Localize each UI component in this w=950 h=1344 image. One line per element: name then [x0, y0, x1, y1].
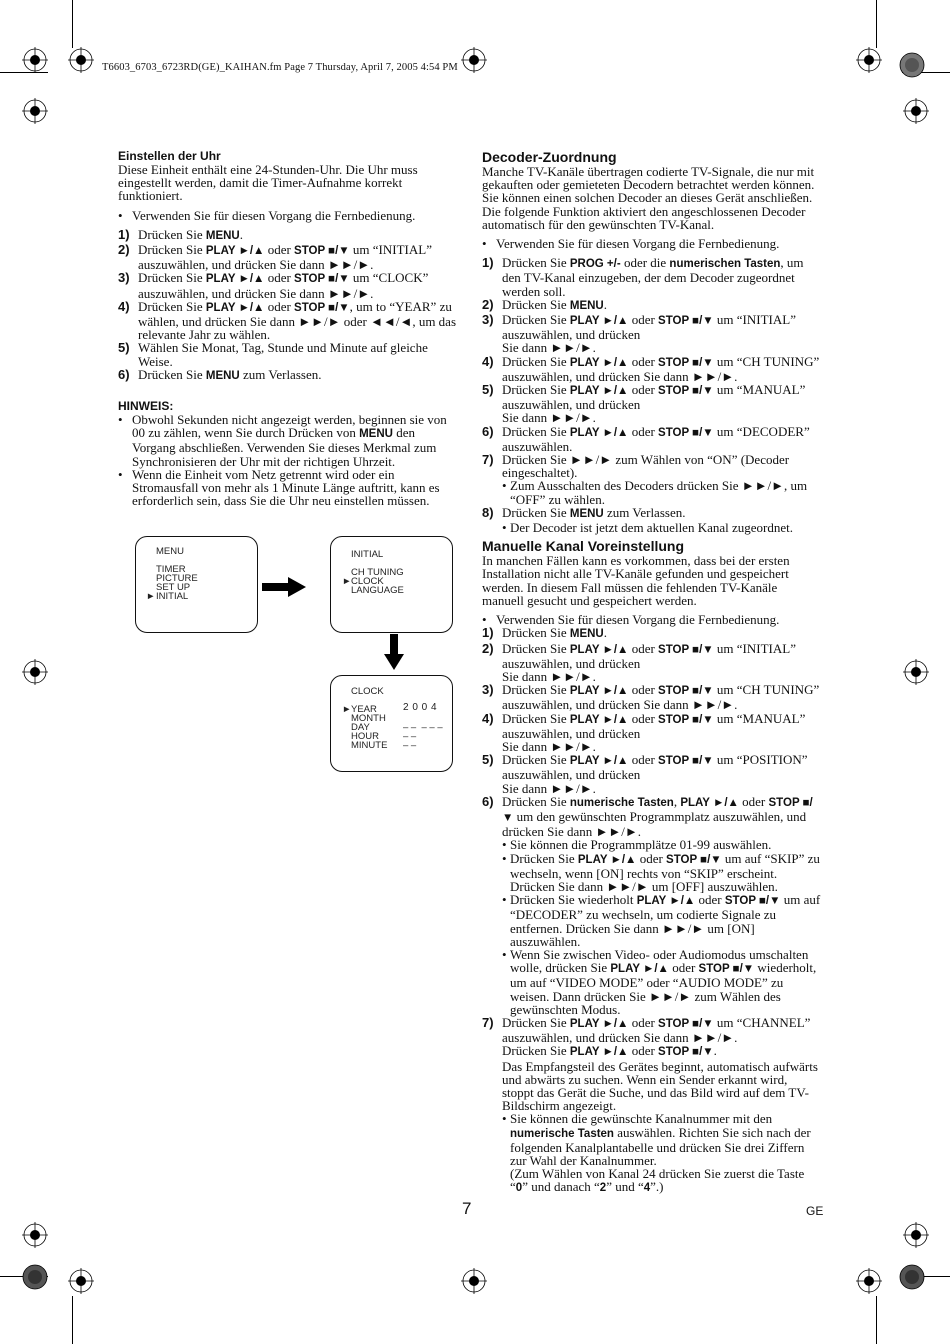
step-item	[482, 1016, 822, 1196]
sub-bullet: • Der Decoder ist jetzt dem aktuellen Kanal zugeordnet.	[502, 520, 793, 536]
remote-bullet-text: Verwenden Sie für diesen Vorgang die Fernbedienung.	[132, 207, 416, 223]
step-number: 6)	[118, 366, 130, 382]
step-item	[482, 425, 822, 453]
step-text: Drücken Sie PLAY ►/▲ oder STOP ■/▼ um “INITIAL” auszuwählen, und drücken Sie dann ►►/►.	[502, 312, 796, 356]
clock-row-hour-value: – –	[403, 731, 417, 742]
section-title-clock: Einstellen der Uhr	[118, 149, 221, 163]
manual-intro: In manchen Fällen kann es vorkommen, dass bei der ersten Installation nicht alle TV-Kanäle gefunden und gespeichert werden. In diesem Fall müssen die fehlenden TV-Kanäle manuell gesucht und gespeichert werden.	[482, 553, 790, 608]
step-text: Drücken Sie MENU zum Verlassen.	[138, 366, 322, 382]
arrow-down-icon	[384, 634, 404, 670]
menu-item-initial: INITIAL	[156, 591, 189, 602]
step-text: Drücken Sie PLAY ►/▲ oder STOP ■/▼ um “INITIAL” auszuwählen, und drücken Sie dann ►►/►.	[502, 640, 796, 684]
decoder-remote-bullet-text: Verwenden Sie für diesen Vorgang die Fernbedienung.	[496, 236, 780, 252]
crosshair-registration-icon	[903, 659, 929, 685]
left-column	[118, 149, 456, 507]
step-item	[482, 313, 822, 355]
step-number: 4)	[482, 353, 494, 369]
step-number: 2)	[118, 242, 130, 258]
crosshair-registration-icon	[903, 98, 929, 124]
crosshair-registration-icon	[903, 1222, 929, 1248]
note-title: HINWEIS:	[118, 399, 174, 414]
step-number: 3)	[482, 682, 494, 698]
manual-remote-bullet-text: Verwenden Sie für diesen Vorgang die Fernbedienung.	[496, 612, 780, 628]
step-number: 3)	[118, 270, 130, 286]
crosshair-registration-icon	[461, 1268, 487, 1294]
initial-item-clock: CLOCK	[351, 576, 384, 587]
step-text: Drücken Sie PLAY ►/▲ oder STOP ■/▼ um “MANUAL” auszuwählen, und drücken Sie dann ►►/►.	[502, 710, 806, 754]
clock-row-day-value: – – – – –	[403, 722, 443, 733]
step-item	[118, 300, 456, 342]
clock-row-year-label: YEAR	[351, 704, 377, 715]
step-number: 8)	[482, 504, 494, 520]
menu-item-picture: PICTURE	[156, 573, 198, 584]
step-item	[482, 355, 822, 383]
clock-row-year-value: 2 0 0 4	[403, 702, 438, 713]
clock-steps	[118, 228, 456, 383]
menu-item-setup: SET UP	[156, 582, 191, 593]
initial-item-language: LANGUAGE	[351, 585, 404, 596]
step-number: 6)	[482, 793, 494, 809]
language-code: GE	[806, 1204, 824, 1218]
step-number: 3)	[482, 312, 494, 328]
manual-steps	[482, 626, 822, 1195]
step-text: Drücken Sie PLAY ►/▲ oder STOP ■/▼, um to “YEAR” zu wählen, und drücken Sie dann ►►/► oder ◄◄/◄, um das relevante Jahr zu wählen.	[138, 298, 457, 343]
step-text: Drücken Sie PLAY ►/▲ oder STOP ■/▼ um “DECODER” auszuwählen.	[502, 423, 810, 454]
step-number: 5)	[118, 340, 130, 356]
note-item: • Wenn die Einheit vom Netz getrennt wird oder ein Stromausfall von mehr als 1 Minute Länge auftritt, kann es erforderlich sein, dass Sie die Uhr neu einstellen müssen.	[118, 466, 440, 509]
note-list	[118, 413, 456, 507]
step-number: 4)	[482, 710, 494, 726]
step-number: 1)	[482, 625, 494, 641]
clock-row-month-label: MONTH	[351, 713, 386, 724]
tv-screen-clock	[330, 675, 453, 772]
step-number: 5)	[482, 382, 494, 398]
clock-screen-title: CLOCK	[351, 686, 384, 697]
initial-item-ch-tuning: CH TUNING	[351, 567, 404, 578]
menu-item-timer: TIMER	[156, 564, 186, 575]
crosshair-registration-icon	[461, 47, 487, 73]
step-item	[482, 642, 822, 684]
sub-bullet: • Drücken Sie wiederholt PLAY ►/▲ oder STOP ■/▼ um auf “DECODER” zu wechseln, um codierte Signale zu entfernen. Drücken Sie dann ►►/► um [ON] auszuwählen.	[502, 892, 821, 949]
step-item	[482, 795, 822, 1016]
step-item	[482, 383, 822, 425]
step-text: Drücken Sie MENU.	[502, 625, 607, 641]
step-text: Drücken Sie PLAY ►/▲ oder STOP ■/▼ um “CLOCK” auszuwählen, und drücken Sie dann ►►/►.	[138, 270, 429, 301]
crosshair-registration-icon	[22, 1222, 48, 1248]
step-number: 7)	[482, 1014, 494, 1030]
trim-mark	[876, 0, 877, 48]
manual-remote-bullet: • Verwenden Sie für diesen Vorgang die Fernbedienung.	[482, 613, 822, 626]
section-title-manual: Manuelle Kanal Voreinstellung	[482, 538, 685, 555]
clock-row-hour-label: HOUR	[351, 731, 379, 742]
initial-screen-title: INITIAL	[351, 549, 384, 560]
step-text: Drücken Sie PLAY ►/▲ oder STOP ■/▼ um “CH TUNING” auszuwählen, und drücken Sie dann ►►/►.	[502, 353, 820, 384]
crosshair-registration-icon	[68, 47, 94, 73]
step-number: 2)	[482, 296, 494, 312]
page-number: 7	[462, 1199, 472, 1218]
step-item	[482, 712, 822, 754]
cursor-icon: ►	[342, 704, 352, 715]
crosshair-registration-icon	[22, 659, 48, 685]
sub-bullet: • Sie können die gewünschte Kanalnummer mit den numerische Tasten auswählen. Richten Sie sich nach der folgenden Kanalplantabelle und drücken Sie drei Ziffern zur Wahl der Kanalnummer. (Zum Wählen von Kanal 24 drücken Sie zuerst die Taste “0” und danach “2” und “4”.)	[502, 1111, 811, 1195]
step-text: Drücken Sie PLAY ►/▲ oder STOP ■/▼ um “INITIAL” auszuwählen, und drücken Sie dann ►►/►.	[138, 242, 432, 273]
clock-row-day-label: DAY	[351, 722, 370, 733]
tv-screen-initial	[330, 536, 453, 633]
crosshair-registration-icon	[856, 47, 882, 73]
menu-screen-title: MENU	[156, 546, 184, 557]
sub-bullet: • Wenn Sie zwischen Video- oder Audiomodus umschalten wolle, drücken Sie PLAY ►/▲ oder STOP ■/▼ wiederholt, um auf “VIDEO MODE” oder “AUDIO MODE” zu weisen. Dann drücken Sie ►►/► zum Wählen des gewünschten Modus.	[502, 946, 817, 1017]
step-item	[482, 453, 822, 506]
step-item	[118, 368, 456, 383]
step-number: 1)	[482, 255, 494, 271]
step-text: Drücken Sie PLAY ►/▲ oder STOP ■/▼ um “CHANNEL” auszuwählen, und drücken Sie dann ►►/►. Drücken Sie PLAY ►/▲ oder STOP ■/▼. Das Empfangsteil des Gerätes beginnt, automatisch aufwärts und abwärts zu suchen. Wenn ein Sender erkannt wird, stoppt das Gerät die Suche, und das Bild wird auf dem TV-Bildschirm angezeigt. • Sie können die gewünschte Kanalnummer mit den numerische Tasten auswählen. Richten Sie sich nach der folgenden Kanalplantabelle und drücken Sie drei Ziffern zur Wahl der Kanalnummer. (Zum Wählen von Kanal 24 drücken Sie zuerst die Taste “0” und danach “2” und “4”.)	[502, 1016, 822, 1196]
arrow-right-icon	[262, 577, 306, 597]
step-text: Drücken Sie numerische Tasten, PLAY ►/▲ oder STOP ■/▼ um den gewünschten Programmplatz auszuwählen, und drücken Sie dann ►►/►. • Sie können die Programmplätze 01-99 auswählen. • Drücken Sie PLAY ►/▲ oder STOP ■/▼ um auf “SKIP” zu wechseln, wenn [ON] rechts von “SKIP” erscheint. Drücken Sie dann ►►/► um [OFF] auszuwählen. • Drücken Sie wiederholt PLAY ►/▲ oder STOP ■/▼ um auf “DECODER” zu wechseln, um codierte Signale zu entfernen. Drücken Sie dann ►►/► um [ON] auszuwählen. • Wenn Sie zwischen Video- oder Audiomodus umschalten wolle, drücken Sie PLAY ►/▲ oder STOP ■/▼ wiederholt, um auf “VIDEO MODE” oder “AUDIO MODE” zu weisen. Dann drücken Sie ►►/► zum Wählen des gewünschten Modus.	[502, 793, 821, 1017]
sub-bullet: • Zum Ausschalten des Decoders drücken Sie ►►/►, um “OFF” zu wählen.	[502, 478, 808, 507]
step-text: Drücken Sie PROG +/- oder die numerischen Tasten, um den TV-Kanal einzugeben, der dem Decoder zugeordnet werden soll.	[502, 255, 804, 299]
step-text: Drücken Sie PLAY ►/▲ oder STOP ■/▼ um “CH TUNING” auszuwählen, und drücken Sie dann ►►/►.	[502, 682, 820, 713]
step-item	[118, 228, 456, 243]
crosshair-registration-icon	[68, 1268, 94, 1294]
clock-row-minute-value: – –	[403, 740, 417, 751]
cursor-icon: ►	[146, 591, 156, 602]
cursor-icon: ►	[342, 576, 352, 587]
step-number: 1)	[118, 226, 130, 242]
step-item	[482, 256, 822, 298]
step-text: Wählen Sie Monat, Tag, Stunde und Minute auf gleiche Weise.	[138, 340, 428, 369]
trim-mark	[72, 1296, 73, 1344]
right-column	[482, 149, 822, 1196]
step-number: 6)	[482, 423, 494, 439]
step-text: Drücken Sie PLAY ►/▲ oder STOP ■/▼ um “MANUAL” auszuwählen, und drücken Sie dann ►►/►.	[502, 382, 806, 426]
decoder-remote-bullet: • Verwenden Sie für diesen Vorgang die Fernbedienung.	[482, 237, 822, 250]
step-text: Drücken Sie MENU zum Verlassen. • Der Decoder ist jetzt dem aktuellen Kanal zugeordnet.	[502, 506, 822, 534]
note-item: • Obwohl Sekunden nicht angezeigt werden, beginnen sie von 00 zu zählen, wenn Sie durch Drücken von MENU den Vorgang abschließen. Verwenden Sie dieses Merkmal zum Synchronisieren der Uhr mit der richtigen Uhrzeit.	[118, 412, 447, 469]
section-title-decoder: Decoder-Zuordnung	[482, 149, 617, 165]
color-target-icon	[899, 1264, 925, 1290]
color-target-icon	[22, 1264, 48, 1290]
file-header: T6603_6703_6723RD(GE)_KAIHAN.fm Page 7 Thursday, April 7, 2005 4:54 PM	[102, 62, 458, 73]
step-number: 4)	[118, 298, 130, 314]
decoder-steps	[482, 256, 822, 534]
crosshair-registration-icon	[22, 47, 48, 73]
color-target-icon	[899, 52, 925, 78]
step-text: Drücken Sie PLAY ►/▲ oder STOP ■/▼ um “POSITION” auszuwählen, und drücken Sie dann ►►/►.	[502, 752, 808, 796]
step-item	[118, 341, 456, 367]
step-item	[482, 298, 822, 313]
crosshair-registration-icon	[22, 98, 48, 124]
tv-screen-menu	[135, 536, 258, 633]
step-number: 2)	[482, 640, 494, 656]
trim-mark	[876, 1296, 877, 1344]
step-text: Drücken Sie MENU.	[502, 296, 607, 312]
trim-mark	[72, 0, 73, 48]
step-text: Drücken Sie MENU.	[138, 226, 243, 242]
step-item	[482, 753, 822, 795]
step-number: 5)	[482, 752, 494, 768]
remote-bullet: • Verwenden Sie für diesen Vorgang die Fernbedienung.	[118, 209, 456, 222]
step-item	[482, 683, 822, 711]
step-text: Drücken Sie ►►/► zum Wählen von “ON” (Decoder eingeschaltet). • Zum Ausschalten des Decoders drücken Sie ►►/►, um “OFF” zu wählen.	[502, 453, 822, 506]
step-item	[118, 271, 456, 299]
decoder-intro: Manche TV-Kanäle übertragen codierte TV-Signale, die nur mit gekauften oder gemieteten Decodern betrachtet werden können. Sie können einen solchen Decoder an dieses Gerät anschließen. Die folgende Funktion aktiviert den angeschlossenen Decoder automatisch für den gewünschten TV-Kanal.	[482, 164, 815, 232]
step-item	[118, 243, 456, 271]
clock-row-minute-label: MINUTE	[351, 740, 388, 751]
step-number: 7)	[482, 452, 494, 468]
clock-intro: Diese Einheit enthält eine 24-Stunden-Uhr. Die Uhr muss eingestellt werden, damit die Timer-Aufnahme korrekt funktioniert.	[118, 162, 418, 204]
step-item	[482, 506, 822, 534]
sub-bullet: • Sie können die Programmplätze 01-99 auswählen.	[502, 837, 772, 853]
step-item	[482, 626, 822, 641]
crosshair-registration-icon	[856, 1268, 882, 1294]
sub-bullet: • Drücken Sie PLAY ►/▲ oder STOP ■/▼ um auf “SKIP” zu wechseln, wenn [ON] rechts von “SKIP” erscheint. Drücken Sie dann ►►/► um [OFF] auszuwählen.	[502, 850, 820, 894]
